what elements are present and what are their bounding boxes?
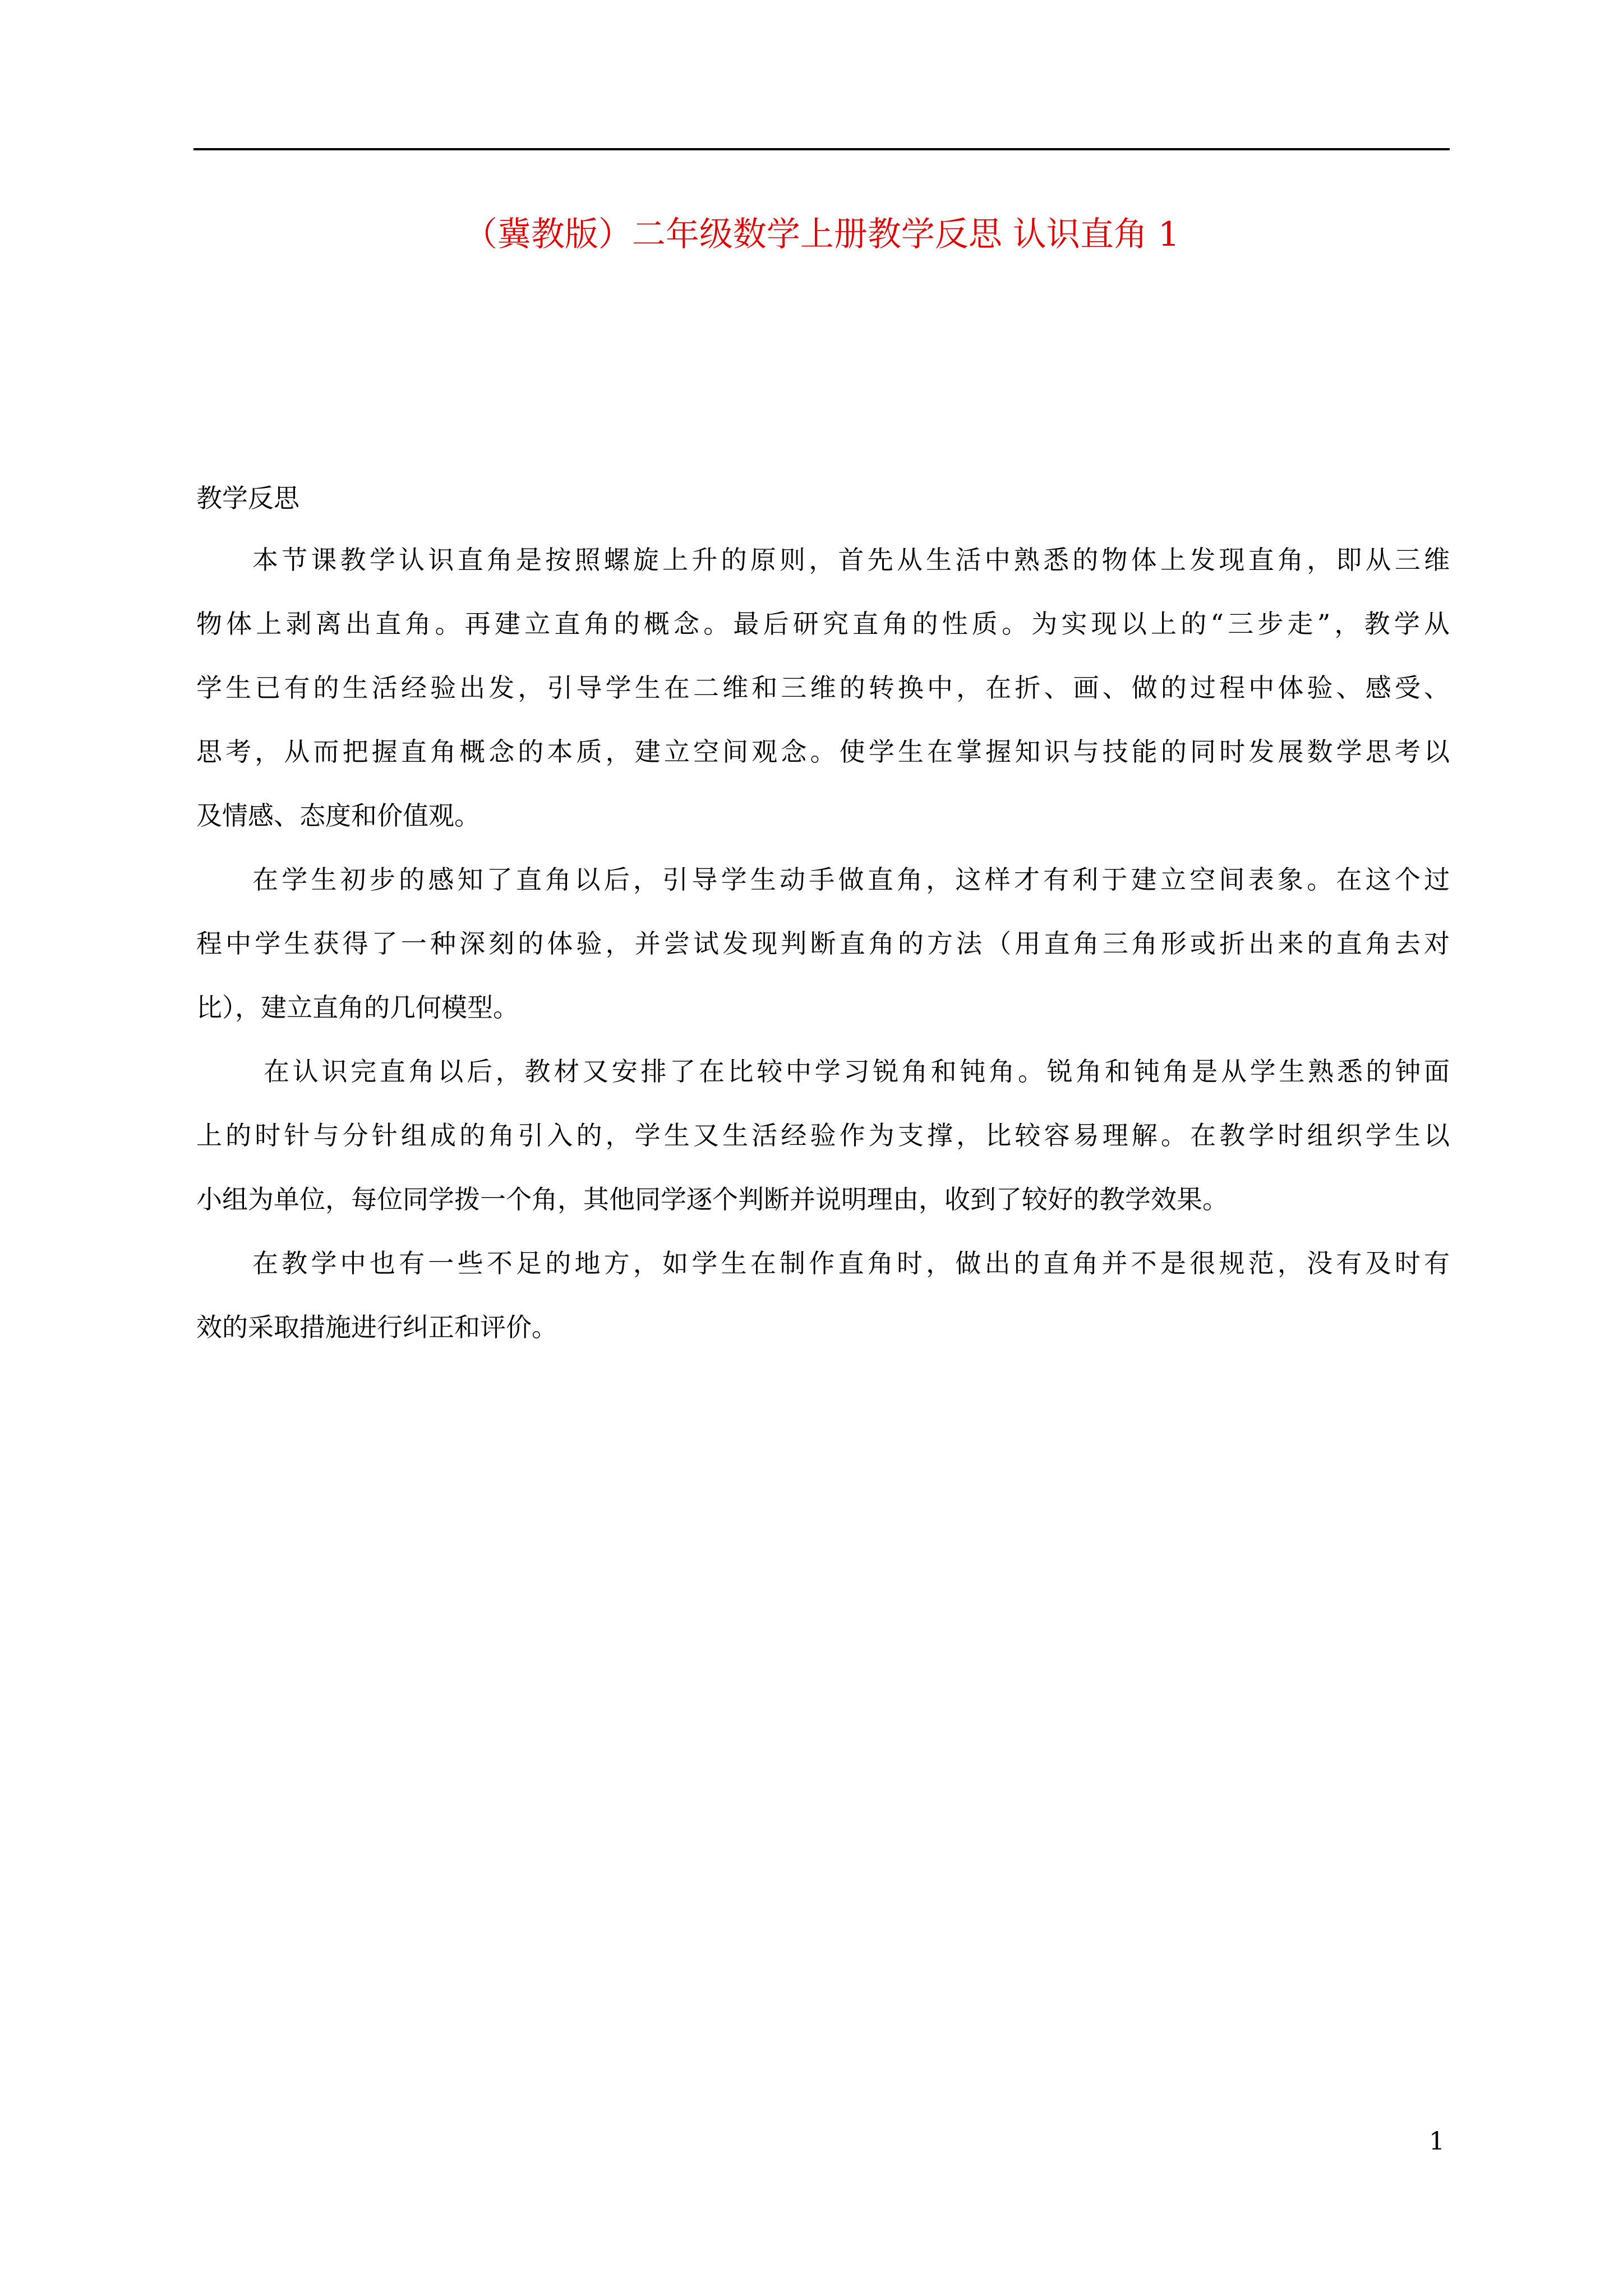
paragraph-line: 比），建立直角的几何模型。 — [196, 992, 519, 1023]
paragraph-line: 在教学中也有一些不足的地方，如学生在制作直角时，做出的直角并不是很规范，没有及时有 — [252, 1248, 1450, 1278]
paragraph-1 — [196, 541, 1450, 835]
header-rule — [193, 148, 1450, 150]
paragraph-3 — [196, 1053, 1450, 1218]
page-number: 1 — [1429, 2127, 1445, 2156]
paragraph-line: 及情感、态度和价值观。 — [196, 800, 480, 831]
paragraph-line: 在认识完直角以后，教材又安排了在比较中学习锐角和钝角。锐角和钝角是从学生熟悉的钟面 — [264, 1056, 1450, 1087]
section-heading: 教学反思 — [196, 483, 299, 513]
paragraph-2 — [196, 861, 1450, 1027]
paragraph-line: 上的时针与分针组成的角引入的，学生又生活经验作为支撑，比较容易理解。在教学时组织学生以 — [196, 1120, 1450, 1151]
paragraph-line: 在学生初步的感知了直角以后，引导学生动手做直角，这样才有利于建立空间表象。在这个过 — [252, 864, 1450, 895]
paragraph-line: 程中学生获得了一种深刻的体验，并尝试发现判断直角的方法（用直角三角形或折出来的直角去对 — [196, 928, 1450, 959]
paragraph-line: 小组为单位，每位同学拨一个角，其他同学逐个判断并说明理由，收到了较好的教学效果。 — [196, 1184, 1228, 1214]
paragraph-line: 本节课教学认识直角是按照螺旋上升的原则，首先从生活中熟悉的物体上发现直角，即从三维 — [252, 545, 1450, 575]
document-title: （冀教版）二年级数学上册教学反思 认识直角 1 — [463, 215, 1180, 254]
paragraph-4 — [196, 1245, 1450, 1346]
paragraph-line: 效的采取措施进行纠正和评价。 — [196, 1312, 557, 1342]
paragraph-line: 物体上剥离出直角。再建立直角的概念。最后研究直角的性质。为实现以上的“三步走”，教学从 — [196, 609, 1450, 639]
paragraph-line: 思考，从而把握直角概念的本质，建立空间观念。使学生在掌握知识与技能的同时发展数学思考以 — [196, 737, 1450, 767]
paragraph-line: 学生已有的生活经验出发，引导学生在二维和三维的转换中，在折、画、做的过程中体验、感受、 — [196, 673, 1450, 703]
body-text — [196, 541, 1450, 1373]
